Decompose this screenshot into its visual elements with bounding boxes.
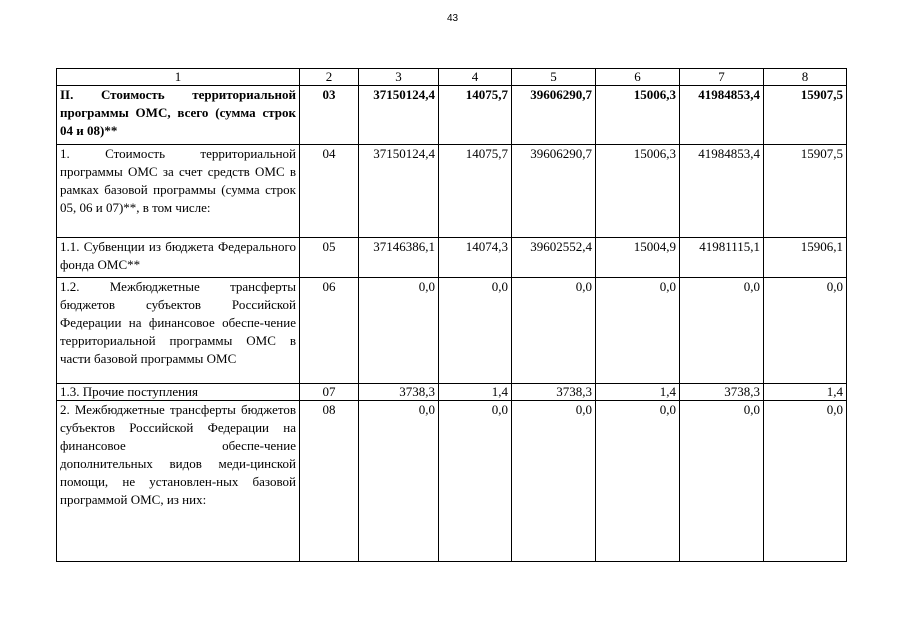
row-description: 1.1. Субвенции из бюджета Федерального фонда ОМС** — [57, 238, 300, 278]
value-cell: 0,0 — [512, 278, 596, 384]
row-description: 1.2. Межбюджетные трансферты бюджетов субъектов Российской Федерации на финансовое обеспе-чение территориальной программы ОМС в части базовой программы ОМС — [57, 278, 300, 384]
table-row — [57, 278, 847, 384]
row-code: 04 — [300, 145, 359, 238]
row-description: 1. Стоимость территориальной программы ОМС за счет средств ОМС в рамках базовой программы (сумма строк 05, 06 и 07)**, в том числе: — [57, 145, 300, 238]
value-cell: 41981115,1 — [680, 238, 764, 278]
column-number: 2 — [300, 69, 359, 86]
value-cell: 15907,5 — [764, 86, 847, 145]
value-cell: 3738,3 — [359, 384, 439, 401]
value-cell: 0,0 — [439, 401, 512, 562]
row-description: 2. Межбюджетные трансферты бюджетов субъектов Российской Федерации на финансовое обеспе-чение дополнительных видов меди-цинской помощи, не установлен-ных базовой программой ОМС, из них: — [57, 401, 300, 562]
column-number: 8 — [764, 69, 847, 86]
value-cell: 41984853,4 — [680, 145, 764, 238]
value-cell: 15004,9 — [596, 238, 680, 278]
value-cell: 3738,3 — [680, 384, 764, 401]
page-number: 43 — [446, 13, 459, 24]
value-cell: 39606290,7 — [512, 86, 596, 145]
value-cell: 0,0 — [439, 278, 512, 384]
row-description: 1.3. Прочие поступления — [57, 384, 300, 401]
value-cell: 39606290,7 — [512, 145, 596, 238]
value-cell: 15906,1 — [764, 238, 847, 278]
row-code: 08 — [300, 401, 359, 562]
value-cell: 0,0 — [764, 278, 847, 384]
value-cell: 1,4 — [596, 384, 680, 401]
financing-table — [56, 68, 847, 562]
value-cell: 15006,3 — [596, 86, 680, 145]
value-cell: 0,0 — [512, 401, 596, 562]
value-cell: 41984853,4 — [680, 86, 764, 145]
row-description: II. Стоимость территориальной программы ОМС, всего (сумма строк 04 и 08)** — [57, 86, 300, 145]
table-row — [57, 86, 847, 145]
value-cell: 0,0 — [596, 278, 680, 384]
column-number: 3 — [359, 69, 439, 86]
value-cell: 14074,3 — [439, 238, 512, 278]
value-cell: 1,4 — [439, 384, 512, 401]
value-cell: 0,0 — [359, 278, 439, 384]
value-cell: 0,0 — [764, 401, 847, 562]
value-cell: 0,0 — [359, 401, 439, 562]
row-code: 06 — [300, 278, 359, 384]
value-cell: 3738,3 — [512, 384, 596, 401]
value-cell: 39602552,4 — [512, 238, 596, 278]
table-row — [57, 401, 847, 562]
column-number: 7 — [680, 69, 764, 86]
row-code: 07 — [300, 384, 359, 401]
value-cell: 37150124,4 — [359, 86, 439, 145]
value-cell: 1,4 — [764, 384, 847, 401]
row-code: 03 — [300, 86, 359, 145]
table-row — [57, 384, 847, 401]
column-number: 6 — [596, 69, 680, 86]
value-cell: 0,0 — [680, 401, 764, 562]
table-row — [57, 145, 847, 238]
value-cell: 37150124,4 — [359, 145, 439, 238]
value-cell: 0,0 — [680, 278, 764, 384]
row-code: 05 — [300, 238, 359, 278]
value-cell: 37146386,1 — [359, 238, 439, 278]
value-cell: 14075,7 — [439, 145, 512, 238]
column-number: 4 — [439, 69, 512, 86]
value-cell: 14075,7 — [439, 86, 512, 145]
column-number-row — [57, 69, 847, 86]
value-cell: 0,0 — [596, 401, 680, 562]
value-cell: 15907,5 — [764, 145, 847, 238]
column-number: 1 — [57, 69, 300, 86]
value-cell: 15006,3 — [596, 145, 680, 238]
table-row — [57, 238, 847, 278]
column-number: 5 — [512, 69, 596, 86]
